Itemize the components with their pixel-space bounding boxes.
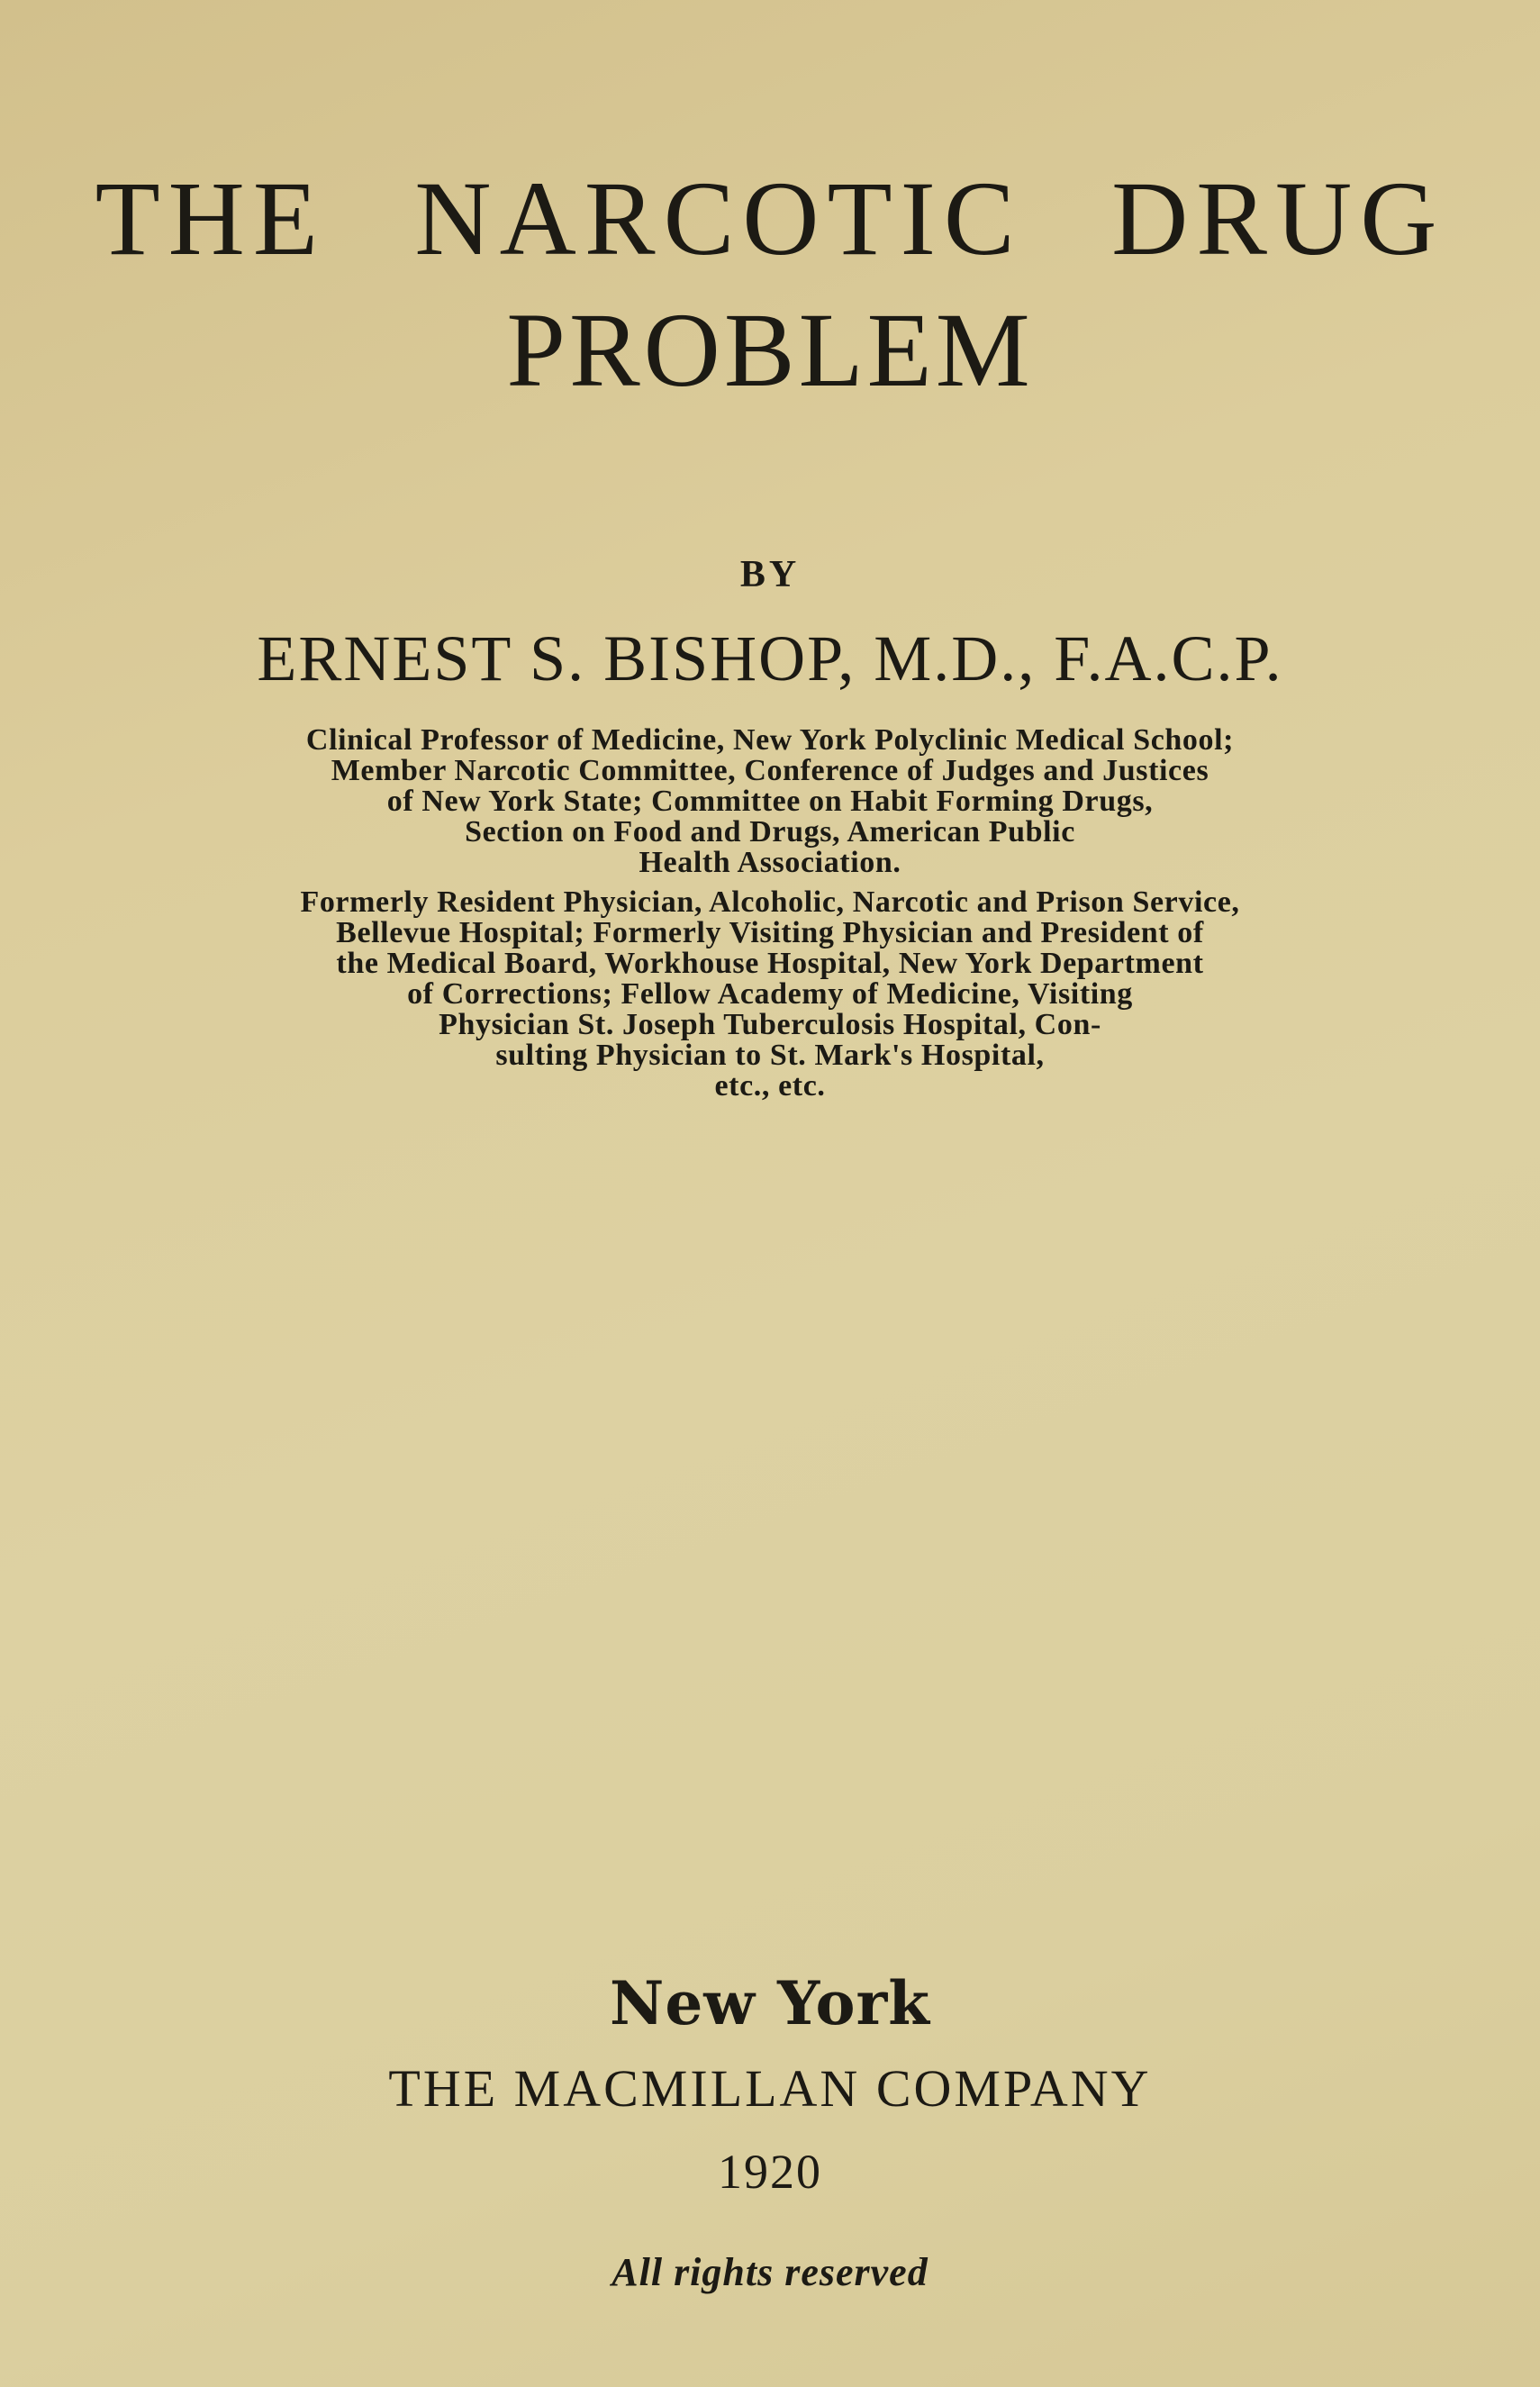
credentials-former (0, 887, 1540, 1102)
credential-line: Formerly Resident Physician, Alcoholic, Narcotic and Prison Service, (300, 885, 1240, 919)
credential-line: of New York State; Committee on Habit Forming Drugs, (386, 785, 1154, 818)
credentials-current (0, 725, 1540, 878)
credential-line: etc., etc. (714, 1069, 826, 1103)
book-title-line-1: THE NARCOTIC DRUG (95, 159, 1445, 277)
by-label: BY (739, 554, 801, 595)
publication-year: 1920 (718, 2145, 822, 2199)
author-name: ERNEST S. BISHOP, M.D., F.A.C.P. (257, 622, 1283, 694)
credential-line: the Medical Board, Workhouse Hospital, New York Department (336, 947, 1204, 980)
credential-line: of Corrections; Fellow Academy of Medicine, Visiting (407, 977, 1133, 1011)
credential-line: sulting Physician to St. Mark's Hospital, (495, 1039, 1045, 1072)
book-title-line-2: PROBLEM (506, 291, 1034, 409)
credential-line: Bellevue Hospital; Formerly Visiting Physician and President of (336, 916, 1204, 949)
publication-place: New York (609, 1968, 930, 2038)
credential-line: Health Association. (639, 846, 901, 879)
publisher-name: THE MACMILLAN COMPANY (388, 2059, 1152, 2118)
credential-line: Physician St. Joseph Tuberculosis Hospital, Con- (439, 1008, 1101, 1041)
credential-line: Member Narcotic Committee, Conference of Judges and Justices (331, 754, 1209, 787)
credential-line: Clinical Professor of Medicine, New York Polyclinic Medical School; (305, 723, 1235, 757)
rights-notice: All rights reserved (611, 2250, 929, 2294)
credential-line: Section on Food and Drugs, American Public (465, 815, 1075, 849)
